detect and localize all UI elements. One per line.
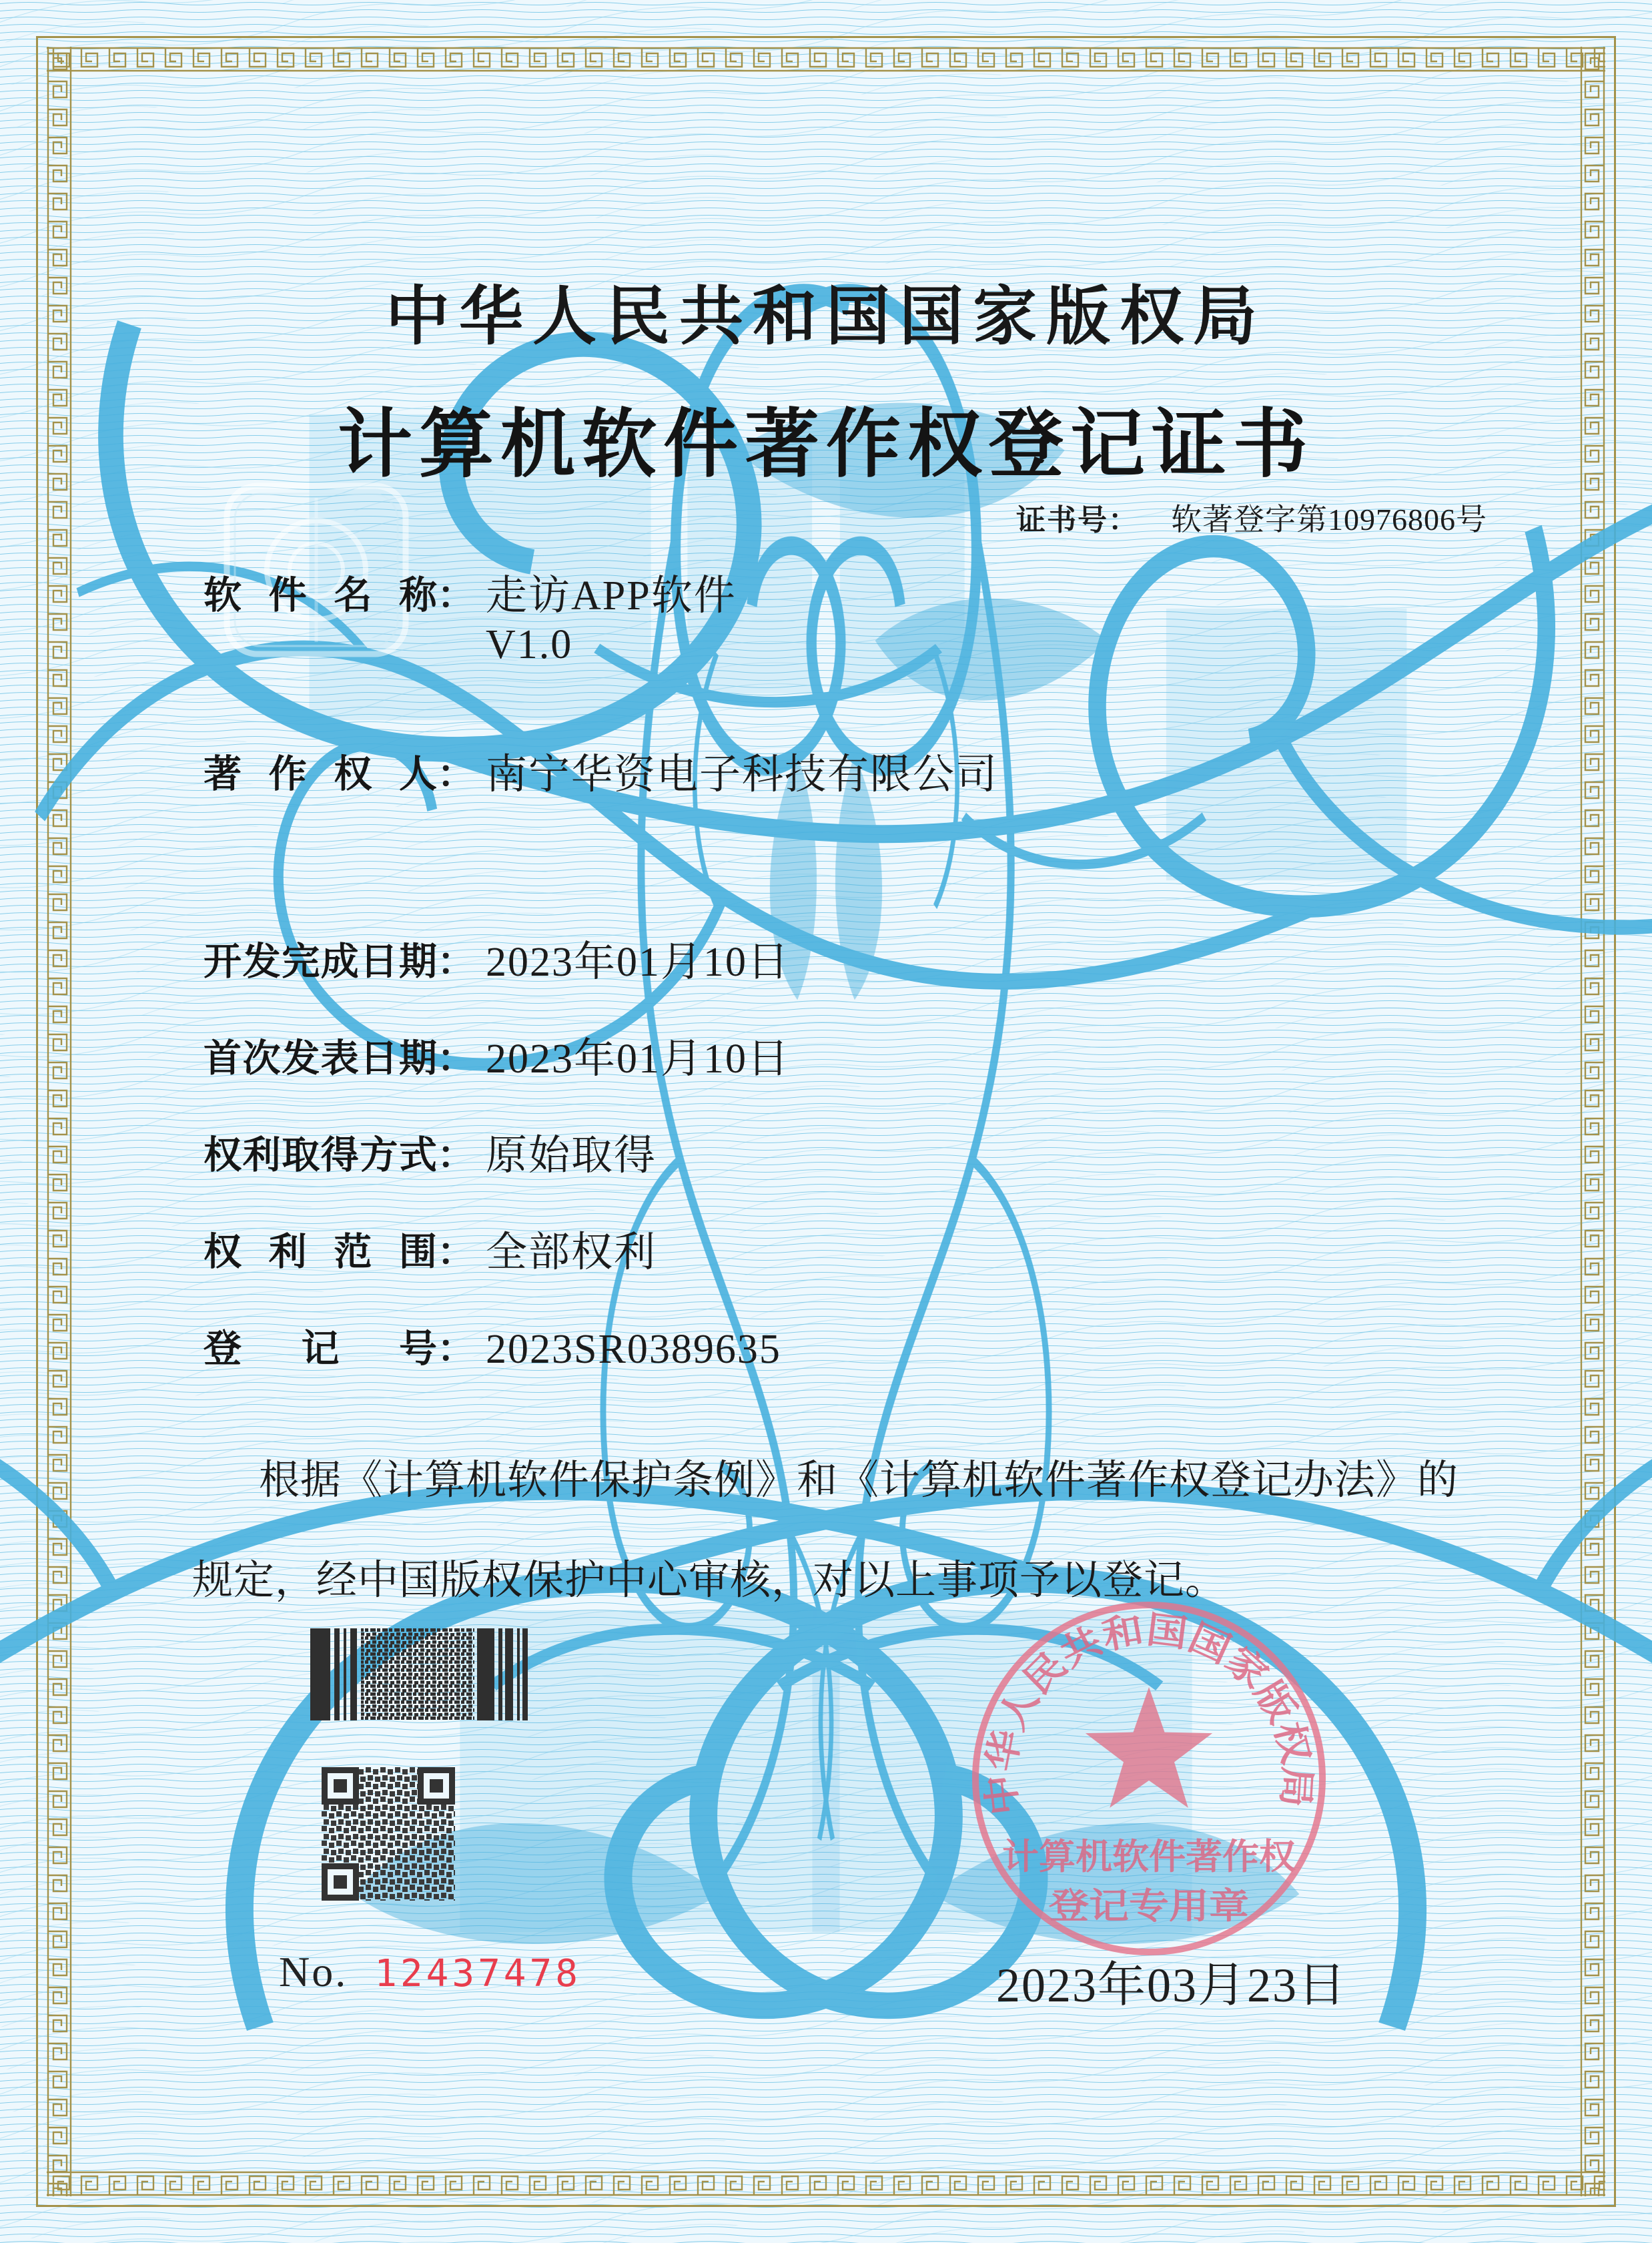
field-colon: ： bbox=[437, 1037, 475, 1080]
registration-statement bbox=[192, 1431, 1513, 1631]
certificate-number-value: 软著登字第10976806号 bbox=[1171, 503, 1487, 537]
statement-line2: 规定，经中国版权保护中心审核，对以上事项予以登记。 bbox=[192, 1558, 1227, 1603]
software-name: 走访APP软件 bbox=[486, 573, 737, 619]
field-value: 2023年01月10日 bbox=[486, 1036, 791, 1082]
qr-code-icon bbox=[322, 1767, 455, 1901]
seal-arc-text: 中华人民共和国国家版权局 bbox=[980, 1609, 1318, 1818]
field-copyright-owner bbox=[203, 751, 998, 799]
field-colon: ： bbox=[437, 1327, 475, 1370]
field-label: 登记号 bbox=[203, 1327, 437, 1370]
field-label: 开发完成日期 bbox=[203, 940, 437, 983]
field-value: 2023SR0389635 bbox=[486, 1327, 781, 1372]
field-value: 全部权利 bbox=[486, 1230, 657, 1275]
field-value: 2023年01月10日 bbox=[486, 940, 791, 985]
field-label: 权利取得方式 bbox=[203, 1134, 437, 1177]
serial-number-row bbox=[279, 1947, 581, 1997]
field-colon: ： bbox=[437, 1134, 475, 1177]
field-colon: ： bbox=[437, 753, 475, 795]
field-value: 南宁华资电子科技有限公司 bbox=[486, 752, 999, 797]
field-first-publish-date bbox=[203, 1035, 790, 1084]
field-rights-scope bbox=[203, 1229, 657, 1277]
software-version: V1.0 bbox=[486, 622, 573, 667]
certificate-number-label: 证书号： bbox=[1016, 504, 1139, 537]
serial-number-value: 12437478 bbox=[374, 1952, 581, 1995]
field-label: 软件名称 bbox=[203, 574, 437, 617]
field-software-name bbox=[203, 572, 737, 669]
field-colon: ： bbox=[437, 940, 475, 983]
statement-line1: 根据《计算机软件保护条例》和《计算机软件著作权登记办法》的 bbox=[259, 1458, 1459, 1503]
serial-number-label: No. bbox=[279, 1948, 348, 1995]
field-registration-number bbox=[203, 1325, 781, 1374]
field-value bbox=[486, 572, 737, 669]
field-value: 原始取得 bbox=[486, 1133, 657, 1179]
field-label: 首次发表日期 bbox=[203, 1037, 437, 1080]
certificate-title: 计算机软件著作权登记证书 bbox=[338, 404, 1314, 487]
issue-date: 2023年03月23日 bbox=[996, 1959, 1348, 2012]
field-label: 权利范围 bbox=[203, 1231, 437, 1273]
field-rights-acquisition bbox=[203, 1132, 657, 1181]
field-colon: ： bbox=[437, 1231, 475, 1273]
certificate-number-row bbox=[1016, 495, 1487, 539]
field-colon: ： bbox=[437, 574, 475, 617]
field-label: 著作权人 bbox=[203, 753, 437, 795]
field-dev-complete-date bbox=[203, 938, 790, 987]
seal-line2: 登记专用章 bbox=[1049, 1887, 1226, 1926]
issuing-authority-title: 中华人民共和国国家版权局 bbox=[386, 281, 1266, 352]
seal-line1: 计算机软件著作权 bbox=[1002, 1838, 1285, 1877]
